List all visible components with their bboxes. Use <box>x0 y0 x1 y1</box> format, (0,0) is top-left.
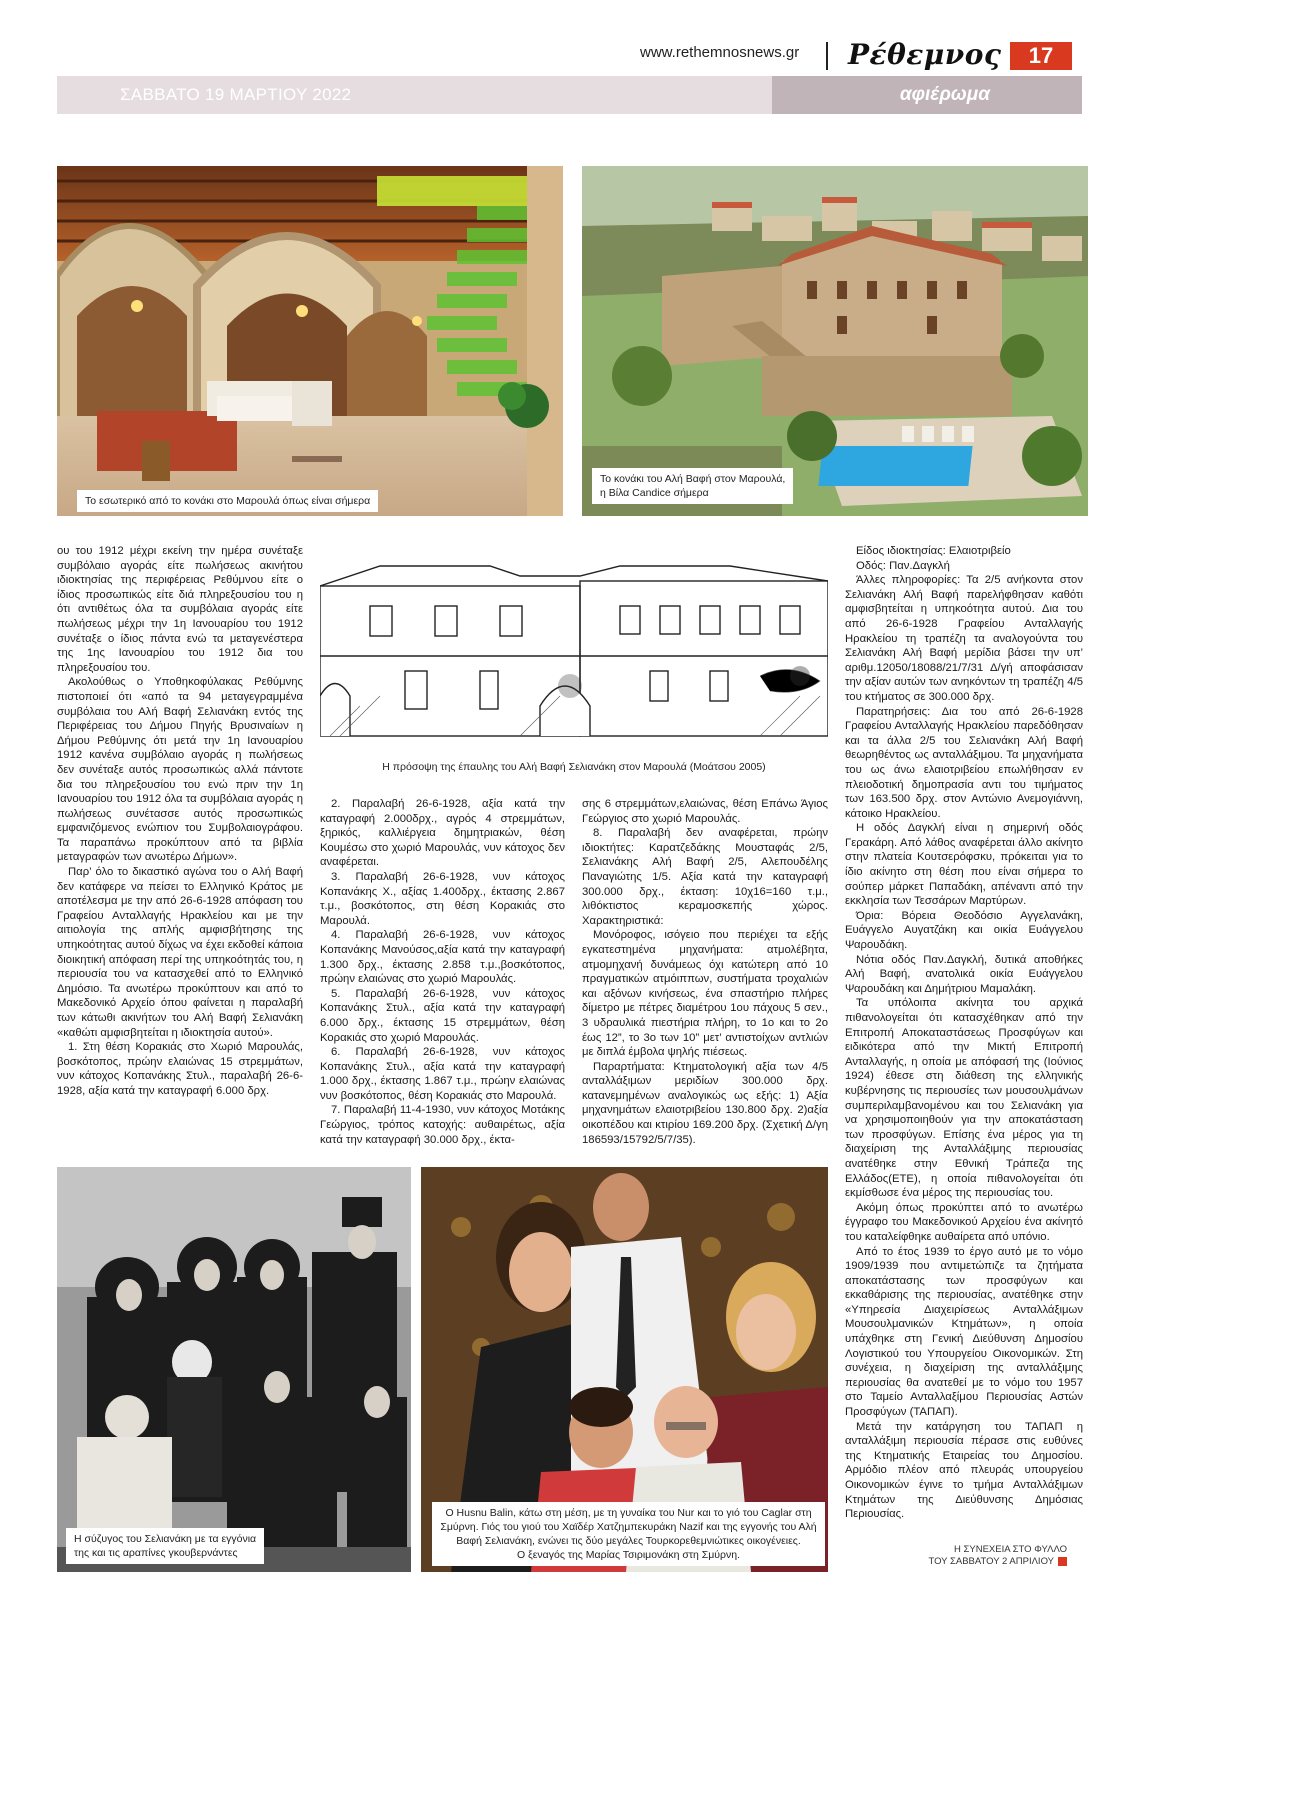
interior-photo-caption: Το εσωτερικό από το κονάκι στο Μαρουλά όπως είναι σήμερα <box>77 490 378 512</box>
villa-photo <box>582 166 1088 516</box>
paragraph: Οδός: Παν.Δαγκλή <box>856 559 950 572</box>
paragraph: Παρ’ όλο το δικαστικό αγώνα του ο Αλή Βαφή δεν κατάφερε να πείσει το Ελληνικό Κράτος με αποτέλεσμα με την από 26-6-1928 απόφαση του Γραφείου Ανταλλαγής Ηρακλείου και με την αιτιολογία της απλής αμφισβήτησης της υπηκοότητας αυτού δίχως να έχει εκδοθεί κάποια διοικητική απόφαση περί της υπηκοότητάς του, η περιουσία του να κατασχεθεί από το Ελληνικό Δημόσιο. Τα ανωτέρω προκύπτουν και από το Μακεδονικό Αρχείο όπου φαίνεται η παραλαβή των κάτωθι ακινήτων του Αλή Βαφή Σελιανάκη «καθώτι αμφισβητείται η ιδιοκτησία αυτού». <box>57 866 303 1039</box>
old-photo-caption <box>66 1528 264 1564</box>
continued-line: Η ΣΥΝΕΧΕΙΑ ΣΤΟ ΦΥΛΛΟ <box>954 1544 1067 1555</box>
square-bullet-icon <box>1058 1557 1067 1566</box>
paragraph: 7. Παραλαβή 11-4-1930, νυν κάτοχος Μοτάκης Γεώργιος, τρόπος κατοχής: αυθαιρέτως, αξία κατά την καταγραφή 30.000 δρχ., έκτα- <box>320 1104 565 1146</box>
continued-line <box>928 1556 1067 1568</box>
paragraph: 2. Παραλαβή 26-6-1928, αξία κατά την καταγραφή 2.000δρχ., αγρός 4 στρεμμάτων, ξηρικός, καλλιέργεια δημητριακών, θέση Κουμέσω στο χωριό Μαρουλάς, νυν κάτοχος δεν αναφέρεται. <box>320 798 565 869</box>
paragraph: Ακολούθως ο Υποθηκοφύλακας Ρεθύμνης πιστοποιεί ότι «από τα 94 μεταγεγραμμένα συμβόλαια του Αλή Βαφή Σελιανάκη εντός της Περιφέρειας του Δήμου Πηγής Βρυσιναίων η Δήμου Ρεθύμνης ότι μετά την 1η Ιανουαρίου 1912 κανένα συμβόλαιο αγοράς η πωλήσεως δεν συνέταξε αυτός προσωπικώς αλλά πάντοτε δια του πληρεξουσίου του ενώ πριν την 1η Ιανουαρίου του 1912 όλα τα συμβόλαια αγοράς η πωλήσεως συνέτασσε αυτός προσωπικώς εμφανιζόμενος ενώπιον του Συμβολαιογράφου. Τα παραπάνω προκύπτουν από τα βιβλία μεταγραφών των ανωτέρω Δήμων». <box>57 676 303 864</box>
interior-photo <box>57 166 563 516</box>
facade-caption: Η πρόσοψη της έπαυλης του Αλή Βαφή Σελιανάκη στον Μαρουλά (Μοάτσου 2005) <box>382 761 766 773</box>
paragraph: 6. Παραλαβή 26-6-1928, νυν κάτοχος Κοπανάκης Στυλ., αξία κατά την καταγραφή 1.000 δρχ., έκτασης 1.867 τ.μ., πρώην ελαιώνας νυν βοσκότοπος, θέση Κορακιάς στο Μαρουλά. <box>320 1046 565 1102</box>
old-family-photo <box>57 1167 411 1572</box>
text-column-3 <box>582 797 828 1147</box>
continued-note <box>928 1544 1067 1568</box>
paragraph: Μετά την κατάργηση του ΤΑΠΑΠ η ανταλλάξιμη περιουσία πέρασε στις ευθύνες της Κτηματικής Εταιρείας του Δημοσίου. Αρμόδιο πλέον από πλευράς υπουργείου Οικονομικών έγινε το τμήμα Ανταλλάξιμων Κτημάτων της Διεύθυνσης Δημόσιας Περιουσίας. <box>845 1420 1083 1521</box>
paragraph: Παραρτήματα: Κτηματολογική αξία των 4/5 ανταλλάξιμων μεριδίων 300.000 δρχ. κατανεμημένων αναλογικώς ως εξής: 1) Αξία μηχανημάτων ελαιοτριβείου 130.800 δρχ. 2)αξία οικοπέδου και κτιρίου 169.200 δρχ. (Σχετική Δ/γη 186593/15792/5/7/35). <box>582 1060 828 1146</box>
paragraph: Άλλες πληροφορίες: Τα 2/5 ανήκοντα στον Σελιανάκη Αλή Βαφή παρελήφθησαν καθότι αμφισβητείται η υπηκοότητα αυτού. Δια του από 26-6-1928 Γραφείου Ανταλλαγής Ηρακλείου τη τραπέζη τα αναλογούντα του Σελιανάκη Αλή Βαφή μερίδια βάσει την υπ’ αριθμ.12050/18088/21/7/31 Δ/γή αποφάσισαν την αξίαν αυτών των ανηκόντων τη τραπέζη 4/5 του κτήματος σε 300.000 δρχ. <box>845 574 1083 703</box>
text-column-1 <box>57 544 303 1099</box>
family-caption-line: Ο ξεναγός της Μαρίας Τσιριμονάκη στη Σμύρνη. <box>516 1549 741 1561</box>
paragraph: 1. Στη θέση Κορακιάς στο Χωριό Μαρουλάς, βοσκότοπος, πρώην ελαιώνας 15 στρεμμάτων, νυν κάτοχος Κοπανάκης Στυλ., παραλαβή 26-6-1928, αξία κατά την καταγραφή 6.000 δρχ. <box>57 1041 303 1097</box>
paragraph: Όρια: Βόρεια Θεοδόσιο Αγγελανάκη, Ευάγγελο Αυγατζάκη και οικία Ευάγγελου Ψαρουδάκη. <box>845 909 1083 952</box>
site-url[interactable]: www.rethemnosnews.gr <box>640 44 800 61</box>
paragraph: 4. Παραλαβή 26-6-1928, νυν κάτοχος Κοπανάκης Μανούσος,αξία κατά την καταγραφή 1.300 δρχ., έκτασης 2.858 τ.μ.,βοσκότοπος, πρώην ελαιώνας στο χωριό Μαρουλάς. <box>320 929 565 986</box>
paragraph: 5. Παραλαβή 26-6-1928, νυν κάτοχος Κοπανάκης Στυλ., αξία κατά την καταγραφή 6.000 δρχ., έκτασης 15 στρεμμάτων, θέση Κορακιάς στο χωριό Μαρουλάς. <box>320 987 565 1044</box>
family-caption-line: Σμύρνη. Γιός του γιού του Χαϊδέρ Χατζημπεκυράκη Nazif και της εγγονής του Αλή <box>440 1521 817 1533</box>
date-band <box>57 76 1082 114</box>
masthead-logo: Ρέθεμνος <box>848 38 1002 71</box>
old-photo-caption-line: Η σύζυγος του Σελιανάκη με τα εγγόνια <box>74 1533 257 1545</box>
paragraph: Νότια οδός Παν.Δαγκλή, δυτικά αποθήκες Αλή Βαφή, ανατολικά οικία Ευάγγελου Ψαρουδάκη και Δημήτριου Μαμαλάκη. <box>845 953 1083 995</box>
paragraph: Η οδός Δαγκλή είναι η σημερινή οδός Γερακάρη. Από λάθος αναφέρεται άλλο ακίνητο στην πλατεία Κουτσερόφσκυ, πρόκειται για το ίδιο ακίνητο στη θέση που είναι σήμερα το σούπερ μάρκετ Παπαδάκη, απέναντι από την εκκλησία των Τεσσάρων Μαρτύρων. <box>845 822 1083 908</box>
paragraph: 8. Παραλαβή δεν αναφέρεται, πρώην ιδιοκτήτες: Καρατζεδάκης Μουσταφάς 2/5, Σελιανάκης Αλή Βαφή 2/5, Αλεπουδέλης Παναγιώτης 1/5. Αξία κατά την καταγραφή 300.000 δρχ., έκταση: 10χ16=160 τ.μ., λιθόκτιστος κεραμοσκεπής χώρος. Χαρακτηριστικά: <box>582 827 828 927</box>
paragraph: Μονόροφος, ισόγειο που περιέχει τα εξής εγκατεστημένα μηχανήματα: ατμολέβητα, ατμομηχανή δυνάμεως όχι κατώτερη από 10 πραγματικών ατμόιππων, συστήματα τροχαλιών και αξόνων κινήσεως, ένα σπαστήριο πλήρες δίμετρο με πέτρες διαμέτρου 1ου πάχους 5 σεν., 3 υδραυλικά πιεστήρια πλήρη, το 1ο και το 2ο έως 12”, το 3ο των 10” μετ’ αντιστοίχων αντλιών με διπλά έμβολα ψηλής πιέσεως. <box>582 929 828 1059</box>
paragraph: Από το έτος 1939 το έργο αυτό με το νόμο 1909/1939 που αντιμετώπιζε τα ζητήματα αποκατάστασης των προσφύγων και εκκαθάρισης της περιουσίας, ανατέθηκε στην «Υπηρεσία Διαχειρίσεως Ανταλλάξιμων Μουσουλμανικών Κτημάτων», η οποία υπάχθηκε στη Γενική Διεύθυνση Δημοσίου Λογιστικού του Υπουργείου Οικονομικών. Στη συνέχεια, η διαχείριση της ανταλλάξιμης περιουσίας θα ανατεθεί με το νόμο του 1957 στο Ταμείο Ανταλλαξίμου Περιουσίας Αστών Προσφύγων (ΤΑΠΑΠ). <box>845 1245 1083 1419</box>
text-column-2 <box>320 797 565 1147</box>
paragraph: Είδος ιδιοκτησίας: Ελαιοτριβείο <box>856 545 1011 557</box>
paragraph: Ακόμη όπως προκύπτει από το ανωτέρω έγγραφο του Μακεδονικού Αρχείου ένα ακίνητό του καταλείφθηκε αυθαίρετα από υπόνιο. <box>845 1201 1083 1243</box>
header-divider <box>826 42 828 70</box>
issue-date: ΣΑΒΒΑΤΟ 19 ΜΑΡΤΙΟΥ 2022 <box>120 85 352 104</box>
paragraph: Τα υπόλοιπα ακίνητα του αρχικά πιθανολογείται ότι κατασχέθηκαν από την Επιτροπή Αποκαταστάσεως Προσφύγων και ειδικότερα από την Μικτή Επιτροπή Ανταλλαγής, η οποία με απόφασή της (Ιούνιος 1924) έθεσε στη διάθεση της ελληνικής κυβέρνησης τις περιουσίες των μουσουλμάνων συμπεριλαμβανομένου και του Σελιανάκη για να χρησιμοποιηθούν για την αποκατάσταση των προσφύγων. Επίσης ένα μέρος για τη διαχείριση της Ανταλλάξιμης περιουσίας ανατέθηκε στην Εθνική Τράπεζα της Ελλάδος(ΕΤΕ), η οποία πιθανολογείται ότι εκμίσθωσε ένα μέρος της περιουσίας του. <box>845 997 1083 1200</box>
text-column-4 <box>845 544 1083 1522</box>
villa-caption-line: η Βίλα Candice σήμερα <box>600 487 709 499</box>
continued-line-text: ΤΟΥ ΣΑΒΒΑΤΟΥ 2 ΑΠΡΙΛΙΟΥ <box>928 1556 1054 1567</box>
family-caption-line: Ο Husnu Balin, κάτω στη μέση, με τη γυναίκα του Nur και το γιό του Caglar στη <box>445 1507 812 1519</box>
paragraph: σης 6 στρεμμάτων,ελαιώνας, θέση Επάνω Άγιος Γεώργιος στο χωριό Μαρουλάς. <box>582 798 828 825</box>
facade-drawing <box>320 546 828 742</box>
family-caption-line: Βαφή Σελιανάκη, ενώνει τις δύο μεγάλες Τουρκορεθεμνιώτικες οικογένειες. <box>456 1535 801 1547</box>
page-number: 17 <box>1010 42 1072 70</box>
villa-photo-caption <box>592 468 793 504</box>
section-label: αφιέρωμα <box>772 76 1082 114</box>
villa-caption-line: Το κονάκι του Αλή Βαφή στον Μαρουλά, <box>600 473 786 485</box>
paragraph: ου του 1912 μέχρι εκείνη την ημέρα συνέταξε συμβόλαιο αγοράς είτε πωλήσεως ακινήτου ιδιοκτησίας της περιφέρειας Ρεθύμνου είτε ο ίδιος προσωπικώς είτε διά πληρεξουσίου του η ότι αντιθέτως όλα τα συμβόλαια αγοράς είτε πωλήσεως μέχρι την 1η Ιανουαρίου του 1912 συνέταξε ο ίδιος πάντα ενώ τα μεταγενέστερα της 1ης Ιανουαρίου του 1912 δια του πληρεξουσίου του. <box>57 545 303 674</box>
family-photo-caption <box>432 1502 825 1566</box>
old-photo-caption-line: της και τις αραπίνες γκουβερνάντες <box>74 1547 238 1559</box>
paragraph: 3. Παραλαβή 26-6-1928, νυν κάτοχος Κοπανάκης Χ., αξίας 1.400δρχ., έκτασης 2.867 τ.μ., βοσκότοπος, στη θέση Κορακιάς στο Μαρουλά. <box>320 870 565 927</box>
paragraph: Παρατηρήσεις: Δια του από 26-6-1928 Γραφείου Ανταλλαγής Ηρακλείου παρεδόθησαν και τα άλλα 2/5 του Σελιανάκη Αλή Βαφή θεωρηθέντος ως ανταλλάξιμου. Τα μηχανήματα του ως άνω ελαιοτριβείου επωλήθησαν εν πλειοδοτική δημοπρασία αντι του τιμήματος των 163.500 δρχ. στον Αντώνιο Ανεμογιάννη, κάτοικο Ηρακλείου. <box>845 705 1083 820</box>
